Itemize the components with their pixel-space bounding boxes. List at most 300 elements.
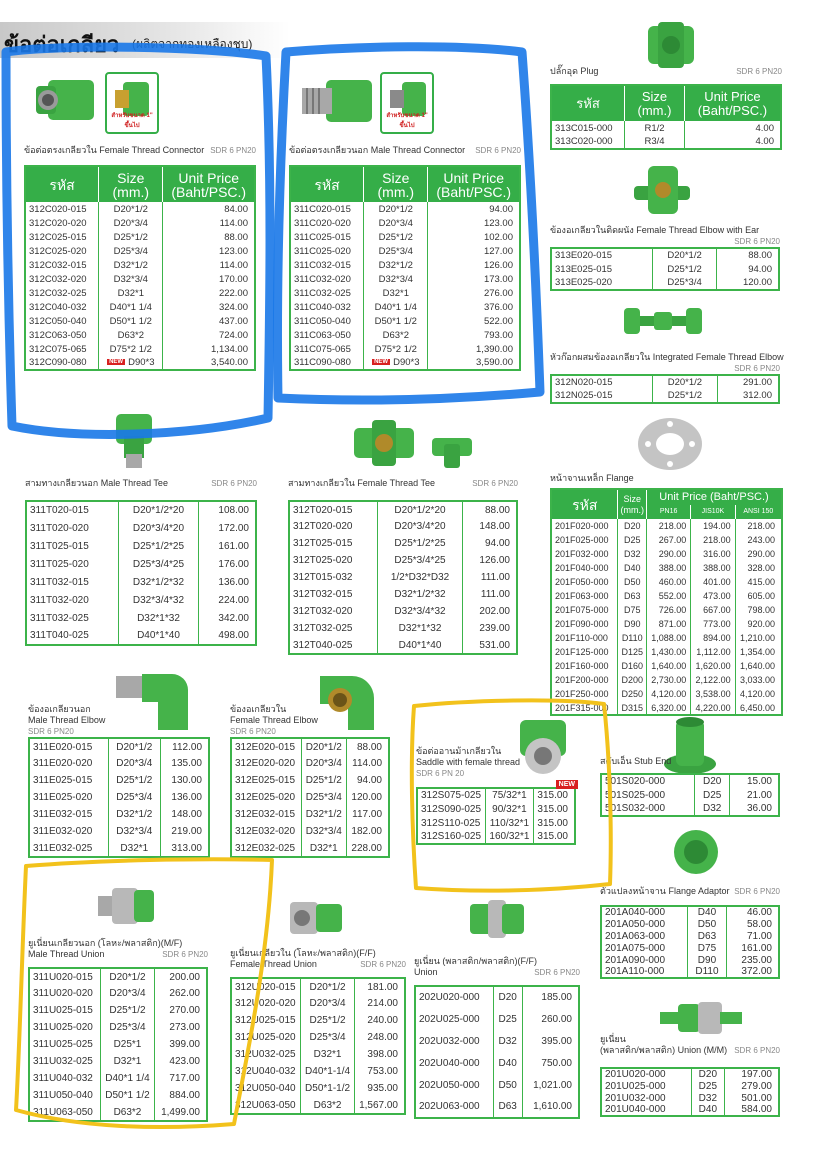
cell-code: 312C032-025 <box>25 286 99 300</box>
cell-code: 313E025-020 <box>551 276 652 290</box>
cell-price: 315.00 <box>537 817 568 829</box>
table-row <box>231 1029 405 1046</box>
cell-price: 1,499.00 <box>161 1106 200 1118</box>
cell-size: D40*1*40 <box>118 627 199 645</box>
table-row <box>415 1096 579 1118</box>
cell-price: 399.00 <box>169 1039 200 1050</box>
table-row <box>415 1030 579 1052</box>
cell-code: 312U025-020 <box>231 1029 301 1046</box>
table-row <box>25 342 255 356</box>
table-row <box>29 738 209 755</box>
cell-size: D25*3/4*25 <box>118 555 199 573</box>
cell-code: 312T032-015 <box>289 586 377 603</box>
cell-code: 202U020-000 <box>415 986 493 1008</box>
cell-price: 312.00 <box>742 390 772 401</box>
cell-code: 311U025-025 <box>29 1036 100 1053</box>
table-row <box>26 609 256 627</box>
cell-size: D25 <box>618 533 647 547</box>
cell-price: 127.00 <box>483 245 513 257</box>
cell-code: 311E025-015 <box>29 772 109 789</box>
cell-code: 313C015-000 <box>551 121 625 135</box>
table-row <box>289 586 517 603</box>
cell-price: 136.00 <box>171 792 202 803</box>
male-union-image <box>96 880 156 932</box>
cell-code: 312C050-040 <box>25 314 99 328</box>
table-row <box>551 701 782 715</box>
cell-code: 311T032-025 <box>26 609 118 627</box>
cell-price: 170.00 <box>218 273 248 285</box>
cell-code: 312C075-065 <box>25 342 99 356</box>
cell-size: D20*3/4 <box>301 995 354 1012</box>
cell-code: 311C025-020 <box>290 244 364 258</box>
cell-price: 388.00 <box>647 561 691 575</box>
table-row <box>25 244 255 258</box>
cell-code: 311T025-015 <box>26 537 118 555</box>
female-union-section <box>230 948 406 1115</box>
cell-price: 228.00 <box>351 842 382 854</box>
flange-adaptor-image <box>672 828 720 876</box>
cell-price: 3,033.00 <box>739 675 775 685</box>
female-tee-section <box>288 478 518 655</box>
page-title: ข้อต่อเกลียว <box>4 32 120 57</box>
female-tee-caption: สามทางเกลียวใน Female Thread Tee <box>288 478 435 488</box>
cell-size: D63*2 <box>99 328 163 342</box>
cell-price: 260.00 <box>541 1013 572 1025</box>
female-union-caption-th: ยูเนี่ยนเกลียวใน (โลหะ/พลาสติก)(F/F) <box>230 948 376 958</box>
female-tee-image <box>350 418 418 468</box>
cell-size: D25*3/4*25 <box>377 552 463 569</box>
table-row <box>551 603 782 617</box>
cell-price: 328.00 <box>747 563 775 573</box>
table-row <box>290 342 520 356</box>
plug-sdr: SDR 6 PN20 <box>736 67 782 76</box>
cell-code: 312C032-020 <box>25 272 99 286</box>
cell-price: 46.00 <box>746 907 772 918</box>
cell-price: 182.00 <box>351 826 382 837</box>
cell-price: 798.00 <box>747 605 775 615</box>
cell-code: 312U050-040 <box>231 1080 301 1097</box>
male-elbow-caption-en: Male Thread Elbow <box>28 715 106 725</box>
cell-code: 201F063-000 <box>551 589 618 603</box>
cell-size: NEW D90*3 <box>99 356 163 370</box>
cell-price: 1,210.00 <box>739 633 775 643</box>
table-row <box>29 1053 207 1070</box>
cell-price: 194.00 <box>691 519 735 533</box>
table-row <box>551 135 781 149</box>
cell-price: 114.00 <box>219 259 248 271</box>
cell-price: 111.00 <box>480 572 510 583</box>
integrated-elbow-caption: หัวก๊อกผสมข้องอเกลียวใน Integrated Female Thread Elbow <box>550 352 784 362</box>
cell-size: D63 <box>493 1096 522 1118</box>
table-row <box>231 840 389 857</box>
cell-price: 894.00 <box>691 631 735 645</box>
cell-code: 311C075-065 <box>290 342 364 356</box>
cell-price: 501.00 <box>741 1092 772 1104</box>
cell-code: 201U040-000 <box>601 1104 691 1116</box>
cell-price: 270.00 <box>169 1005 200 1016</box>
col-price: Unit Price (Baht/PSC.) <box>428 166 520 202</box>
table-row <box>231 1063 405 1080</box>
table-row <box>551 645 782 659</box>
cell-size: D25*1/2 <box>301 772 346 789</box>
cell-price: 1,610.00 <box>533 1101 572 1112</box>
table-row <box>29 840 209 857</box>
cell-price: 126.00 <box>479 555 510 566</box>
union-ff-image <box>466 896 526 942</box>
table-row <box>231 806 389 823</box>
cell-price: 148.00 <box>171 809 202 820</box>
col-size: Size (mm.) <box>618 489 647 519</box>
cell-price: 135.00 <box>171 758 202 769</box>
cell-code: 312N020-015 <box>551 375 653 389</box>
cell-price: 1,620.00 <box>691 659 735 673</box>
table-row <box>415 986 579 1008</box>
cell-price: 871.00 <box>647 617 691 631</box>
union-mm-image <box>658 998 744 1038</box>
cell-size: D20*3/4 <box>364 216 428 230</box>
cell-size: D32*1 <box>364 286 428 300</box>
cell-price: 4,220.00 <box>691 701 735 715</box>
integrated-elbow-section <box>550 352 784 404</box>
cell-size: D25*1/2 <box>364 230 428 244</box>
cell-code: 311C020-020 <box>290 216 364 230</box>
table-row <box>29 985 207 1002</box>
col-pn16: PN16 <box>647 505 691 519</box>
cell-price: 1,134.00 <box>211 343 248 355</box>
cell-price: 372.00 <box>741 966 772 977</box>
col-code: รหัส <box>551 85 625 121</box>
cell-size: D25*1/2 <box>652 262 717 276</box>
elbow-ear-sdr: SDR 6 PN20 <box>734 237 780 246</box>
table-row <box>417 830 575 844</box>
cell-size: D110 <box>688 966 727 978</box>
cell-code: 311E025-020 <box>29 789 109 806</box>
table-row <box>601 1092 779 1104</box>
cell-code: 311T020-015 <box>26 501 118 519</box>
cell-price: 773.00 <box>691 617 735 631</box>
cell-price: 172.00 <box>218 522 249 534</box>
table-row <box>290 258 520 272</box>
cell-price: 262.00 <box>169 988 200 999</box>
cell-size: D20 <box>691 1068 725 1080</box>
union-mm-table <box>600 1067 780 1117</box>
cell-price: 290.00 <box>747 549 775 559</box>
union-mm-sdr: SDR 6 PN20 <box>734 1046 780 1055</box>
cell-size: D32 <box>695 802 730 816</box>
new-badge: NEW <box>374 359 389 366</box>
cell-size: D32*1/2 <box>364 258 428 272</box>
male-tee-table <box>25 500 257 646</box>
table-row <box>417 816 575 830</box>
cell-code: 311C025-015 <box>290 230 364 244</box>
table-row <box>29 806 209 823</box>
cell-price: 130.00 <box>171 775 202 786</box>
cell-price: 726.00 <box>647 603 691 617</box>
table-row <box>29 1019 207 1036</box>
integrated-elbow-image <box>620 300 706 342</box>
cell-size: D25 <box>695 788 730 802</box>
col-code: รหัส <box>290 166 364 202</box>
table-row <box>290 314 520 328</box>
male-tee-image <box>108 410 160 472</box>
cell-price: 935.00 <box>367 1083 398 1094</box>
cell-code: 313C020-000 <box>551 135 625 149</box>
cell-code: 312T032-020 <box>289 603 377 620</box>
saddle-caption-en: Saddle with female thread <box>416 757 521 767</box>
cell-price: 2,730.00 <box>647 673 691 687</box>
table-row <box>290 328 520 342</box>
table-row <box>415 1008 579 1030</box>
cell-price: 460.00 <box>647 575 691 589</box>
cell-code: 311U025-015 <box>29 1002 100 1019</box>
cell-price: 267.00 <box>647 533 691 547</box>
cell-size: D125 <box>618 645 647 659</box>
cell-code: 201A110-000 <box>601 966 688 978</box>
table-row <box>231 978 405 995</box>
table-row <box>551 533 782 547</box>
table-row <box>601 802 779 816</box>
cell-code: 313E020-015 <box>551 248 652 262</box>
table-row <box>601 918 779 930</box>
cell-size: D32*3/4*32 <box>377 603 463 620</box>
male-elbow-table <box>28 737 210 858</box>
cell-price: 224.00 <box>218 594 249 606</box>
saddle-caption-th: ข้อต่ออานม้าเกลียวใน <box>416 746 502 756</box>
cell-size: D32*1 <box>301 840 346 857</box>
cell-size: D25*1/2 <box>100 1002 154 1019</box>
table-row <box>29 755 209 772</box>
union-mm-section <box>600 1034 780 1117</box>
table-row <box>26 519 256 537</box>
cell-code: 311T025-020 <box>26 555 118 573</box>
cell-size: D50 <box>618 575 647 589</box>
table-row <box>29 1070 207 1087</box>
cell-size: D20*1/2 <box>301 738 346 755</box>
table-row <box>290 216 520 230</box>
cell-code: 201A075-000 <box>601 942 688 954</box>
male-union-caption-en: Male Thread Union <box>28 949 105 959</box>
cell-price: 88.00 <box>356 741 382 753</box>
cell-price: 240.00 <box>367 1015 398 1026</box>
table-row <box>231 1046 405 1063</box>
flange-adaptor-table <box>600 905 780 979</box>
col-size: Size (mm.) <box>625 85 685 121</box>
stub-end-table <box>600 773 780 817</box>
union-ff-caption-th: ยูเนี่ยน (พลาสติก/พลาสติก)(F/F) <box>414 956 537 966</box>
union-ff-sdr: SDR 6 PN20 <box>534 968 580 977</box>
male-union-sdr: SDR 6 PN20 <box>162 950 208 959</box>
table-row <box>26 555 256 573</box>
cell-size: D20*1/2 <box>100 968 154 985</box>
female-elbow-caption-en: Female Thread Elbow <box>230 715 318 725</box>
cell-price: 316.00 <box>691 547 735 561</box>
female-union-table <box>230 977 406 1115</box>
cell-code: 311U040-032 <box>29 1070 100 1087</box>
cell-price: 793.00 <box>483 329 513 341</box>
flange-adaptor-sdr: SDR 6 PN20 <box>734 887 780 896</box>
elbow-ear-section <box>550 225 780 291</box>
cell-code: 201A090-000 <box>601 954 688 966</box>
cell-price: 218.00 <box>647 519 691 533</box>
cell-size: D50 <box>688 918 727 930</box>
cell-size: D40*1 1/4 <box>99 300 163 314</box>
female-connector-table <box>24 165 256 371</box>
cell-code: 311U063-050 <box>29 1104 100 1121</box>
cell-price: 117.00 <box>352 809 382 820</box>
table-row <box>601 942 779 954</box>
col-size: Size (mm.) <box>99 166 163 202</box>
cell-code: 201A050-000 <box>601 918 688 930</box>
cell-price: 4.00 <box>755 136 774 147</box>
cell-code: 311T032-020 <box>26 591 118 609</box>
cell-price: 218.00 <box>691 533 735 547</box>
cell-code: 311C032-025 <box>290 286 364 300</box>
cell-price: 123.00 <box>483 217 513 229</box>
female-connector-section <box>24 145 256 371</box>
cell-price: 108.00 <box>218 505 249 516</box>
cell-size: D20*1/2 <box>652 248 717 262</box>
cell-price: 239.00 <box>479 623 510 634</box>
male-connector-caption: ข้อต่อตรงเกลียวนอก Male Thread Connector <box>289 145 466 155</box>
cell-price: 315.00 <box>537 831 568 842</box>
cell-code: 201F032-000 <box>551 547 618 561</box>
cell-size: D40 <box>493 1052 522 1074</box>
table-row <box>231 1080 405 1097</box>
cell-code: 312T032-025 <box>289 620 377 637</box>
cell-size: D32*1*32 <box>377 620 463 637</box>
cell-size: D32*1/2*32 <box>118 573 199 591</box>
cell-size: D50*1 1/2 <box>100 1087 154 1104</box>
cell-size: D32 <box>493 1030 522 1052</box>
male-connector-sdr: SDR 6 PN20 <box>475 146 521 155</box>
cell-price: 71.00 <box>746 930 772 942</box>
cell-code: 311U032-025 <box>29 1053 100 1070</box>
cell-code: 311U025-020 <box>29 1019 100 1036</box>
cell-size: D32*1/2 <box>109 806 160 823</box>
table-row <box>289 518 517 535</box>
cell-size: D32*3/4 <box>301 823 346 840</box>
table-row <box>231 772 389 789</box>
male-union-caption-th: ยูเนี่ยนเกลียวนอก (โลหะ/พลาสติก)(M/F) <box>28 938 183 948</box>
cell-code: 501S032-000 <box>601 802 695 816</box>
cell-code: 312S160-025 <box>417 830 486 844</box>
table-row <box>26 573 256 591</box>
flange-adaptor-section <box>600 886 780 979</box>
cell-code: 311C090-080 <box>290 356 364 370</box>
elbow-ear-table <box>550 247 780 291</box>
cell-code: 311E032-025 <box>29 840 109 857</box>
table-row <box>25 356 255 370</box>
table-row <box>29 968 207 985</box>
female-elbow-table <box>230 737 390 858</box>
cell-price: 185.00 <box>541 992 572 1003</box>
cell-code: 201F315-000 <box>551 701 618 715</box>
cell-price: 605.00 <box>747 591 775 601</box>
table-row <box>231 755 389 772</box>
cell-size: D20*1/2 <box>109 738 160 755</box>
cell-price: 36.00 <box>746 803 772 814</box>
table-row <box>551 262 779 276</box>
table-row <box>26 627 256 645</box>
table-row <box>415 1074 579 1096</box>
female-tee-table <box>288 500 518 655</box>
cell-size: D25*3/4 <box>109 789 160 806</box>
cell-code: 312C025-015 <box>25 230 99 244</box>
cell-size: D25*1 <box>100 1036 154 1053</box>
table-row <box>289 569 517 586</box>
table-row <box>551 687 782 701</box>
table-row <box>25 216 255 230</box>
flange-table <box>550 488 783 716</box>
male-union-section <box>28 938 208 1122</box>
cell-size: D200 <box>618 673 647 687</box>
cell-size: D25*3/4 <box>301 1029 354 1046</box>
table-row <box>551 121 781 135</box>
cell-code: 202U032-000 <box>415 1030 493 1052</box>
cell-size: D20*1/2*20 <box>377 501 463 518</box>
cell-size: R3/4 <box>625 135 685 149</box>
saddle-sdr: SDR 6 PN 20 <box>416 769 465 778</box>
table-row <box>29 1087 207 1104</box>
table-row <box>290 356 520 370</box>
cell-price: 58.00 <box>746 918 772 930</box>
cell-price: 376.00 <box>483 301 513 313</box>
cell-code: 312T025-015 <box>289 535 377 552</box>
table-row <box>601 788 779 802</box>
cell-price: 2,122.00 <box>691 673 735 687</box>
cell-price: 120.00 <box>351 792 382 803</box>
cell-price: 395.00 <box>541 1035 572 1047</box>
flange-image <box>636 416 704 472</box>
cell-price: 750.00 <box>541 1057 572 1069</box>
cell-code: 311U020-015 <box>29 968 100 985</box>
cell-price: 15.00 <box>746 776 772 787</box>
cell-size: D20*3/4 <box>109 755 160 772</box>
cell-size: D32 <box>618 547 647 561</box>
cell-code: 312N025-015 <box>551 389 653 403</box>
cell-code: 202U040-000 <box>415 1052 493 1074</box>
cell-code: 311E032-015 <box>29 806 109 823</box>
cell-size: D32*1 <box>100 1053 154 1070</box>
cell-size: D25*1/2*25 <box>377 535 463 552</box>
cell-size: D50*1-1/2 <box>301 1080 354 1097</box>
female-elbow-caption-th: ข้องอเกลียวใน <box>230 704 287 714</box>
cell-size: D32*1/2 <box>99 258 163 272</box>
female-connector-caption: ข้อต่อตรงเกลียวใน Female Thread Connector <box>24 145 205 155</box>
page-subtitle: (ผลิตจากทองเหลืองชุบ) <box>132 37 253 51</box>
cell-price: 114.00 <box>352 758 382 769</box>
cell-price: 243.00 <box>747 535 775 545</box>
cell-size: D63*2 <box>100 1104 154 1121</box>
stub-end-section <box>600 756 780 817</box>
plug-image <box>642 20 700 70</box>
table-row <box>601 1068 779 1080</box>
cell-price: 123.00 <box>218 245 248 257</box>
cell-code: 201F075-000 <box>551 603 618 617</box>
union-ff-table <box>414 985 580 1119</box>
table-row <box>601 1080 779 1092</box>
cell-code: 312U020-015 <box>231 978 301 995</box>
cell-code: 201F040-000 <box>551 561 618 575</box>
cell-size: D20*1/2 <box>99 202 163 216</box>
male-elbow-caption-th: ข้องอเกลียวนอก <box>28 704 91 714</box>
plug-section <box>550 66 782 150</box>
female-elbow-sdr: SDR 6 PN20 <box>230 727 276 736</box>
cell-code: 312E032-020 <box>231 823 301 840</box>
cell-code: 312U020-020 <box>231 995 301 1012</box>
table-row <box>289 603 517 620</box>
saddle-table <box>416 787 576 845</box>
